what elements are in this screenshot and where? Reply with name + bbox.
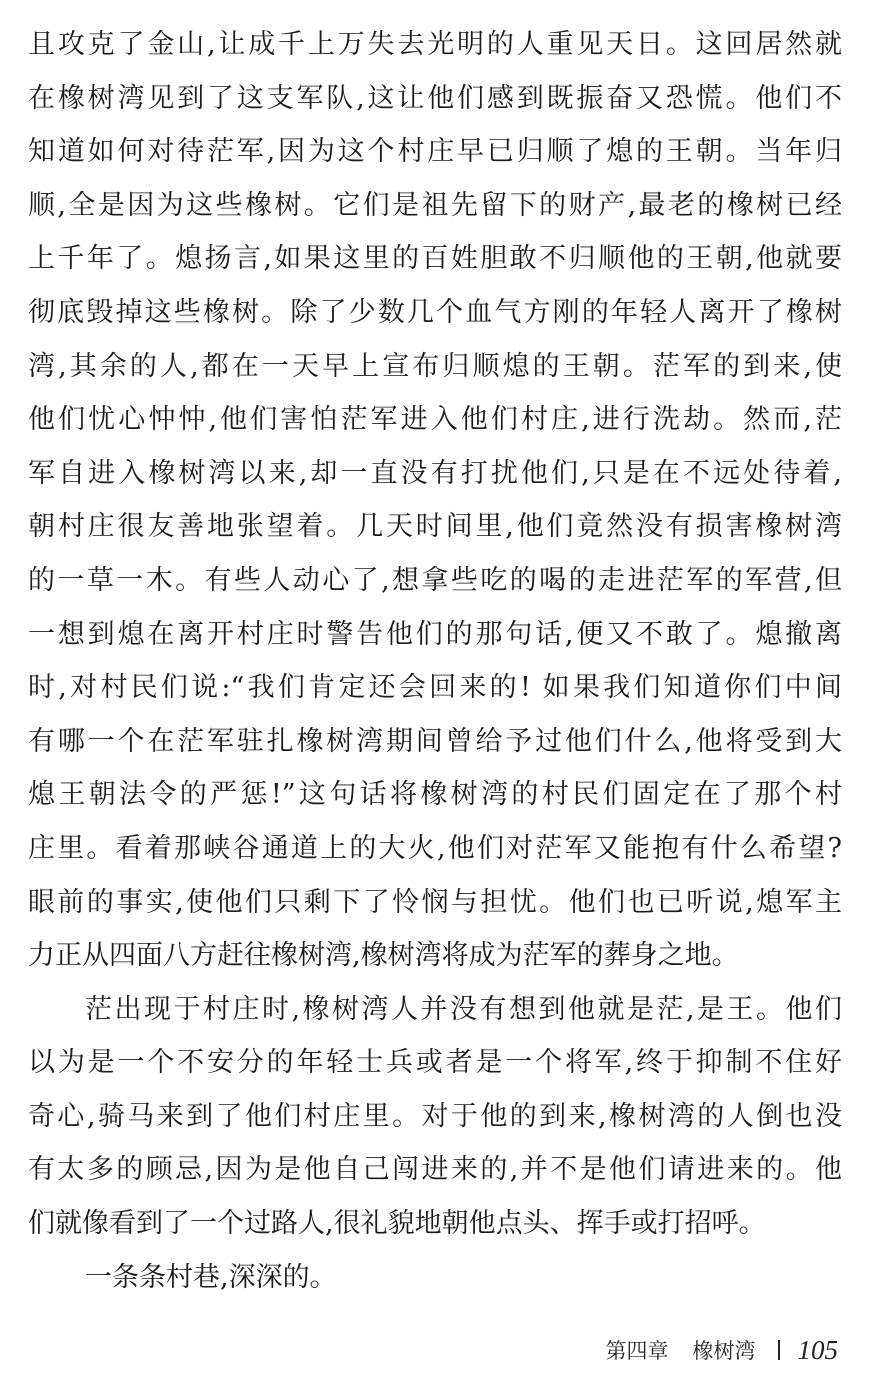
text-line: 一条条村巷,深深的。	[85, 1261, 337, 1293]
text-line: 上千年了。熄扬言,如果这里的百姓胆敢不归顺他的王朝,他就要	[28, 243, 842, 275]
text-line: 有太多的顾忌,因为是他自己闯进来的,并不是他们请进来的。他	[28, 1154, 842, 1186]
text-line: 庄里。看着那峡谷通道上的大火,他们对茫军又能抱有什么希望?	[28, 832, 842, 864]
text-line: 知道如何对待茫军,因为这个村庄早已归顺了熄的王朝。当年归	[28, 136, 842, 168]
text-line: 以为是一个不安分的年轻士兵或者是一个将军,终于抑制不住好	[28, 1047, 842, 1079]
text-line: 湾,其余的人,都在一天早上宣布归顺熄的王朝。茫军的到来,使	[28, 350, 842, 382]
chapter-title: 橡树湾	[692, 1339, 756, 1363]
text-line: 彻底毁掉这些橡树。除了少数几个血气方刚的年轻人离开了橡树	[28, 296, 842, 328]
text-line: 在橡树湾见到了这支军队,这让他们感到既振奋又恐慌。他们不	[28, 82, 842, 114]
text-line: 眼前的事实,使他们只剩下了怜悯与担忧。他们也已听说,熄军主	[28, 886, 842, 918]
text-line: 顺,全是因为这些橡树。它们是祖先留下的财产,最老的橡树已经	[28, 189, 842, 221]
body-text	[28, 18, 842, 1304]
chapter-label: 第四章	[605, 1339, 669, 1363]
text-line: 军自进入橡树湾以来,却一直没有打扰他们,只是在不远处待着,	[28, 457, 842, 489]
footer-divider	[778, 1340, 780, 1360]
text-line: 熄王朝法令的严惩!”这句话将橡树湾的村民们固定在了那个村	[28, 779, 842, 811]
page-footer	[606, 1330, 839, 1370]
text-line: 且攻克了金山,让成千上万失去光明的人重见天日。这回居然就	[28, 29, 842, 60]
text-line: 力正从四面八方赶往橡树湾,橡树湾将成为茫军的葬身之地。	[28, 940, 739, 972]
text-line: 们就像看到了一个过路人,很礼貌地朝他点头、挥手或打招呼。	[28, 1208, 766, 1240]
text-line: 他们忧心忡忡,他们害怕茫军进入他们村庄,进行洗劫。然而,茫	[28, 404, 842, 436]
text-line: 的一草一木。有些人动心了,想拿些吃的喝的走进茫军的军营,但	[28, 564, 842, 596]
text-line: 朝村庄很友善地张望着。几天时间里,他们竟然没有损害橡树湾	[28, 511, 842, 543]
text-line: 有哪一个在茫军驻扎橡树湾期间曾给予过他们什么,他将受到大	[28, 725, 842, 757]
text-line: 一想到熄在离开村庄时警告他们的那句话,便又不敢了。熄撤离	[28, 618, 842, 650]
text-line: 茫出现于村庄时,橡树湾人并没有想到他就是茫,是王。他们	[85, 993, 842, 1025]
text-line: 奇心,骑马来到了他们村庄里。对于他的到来,橡树湾的人倒也没	[28, 1100, 842, 1132]
page-number: 105	[797, 1334, 838, 1365]
text-line: 时,对村民们说:“我们肯定还会回来的! 如果我们知道你们中间	[28, 672, 842, 704]
